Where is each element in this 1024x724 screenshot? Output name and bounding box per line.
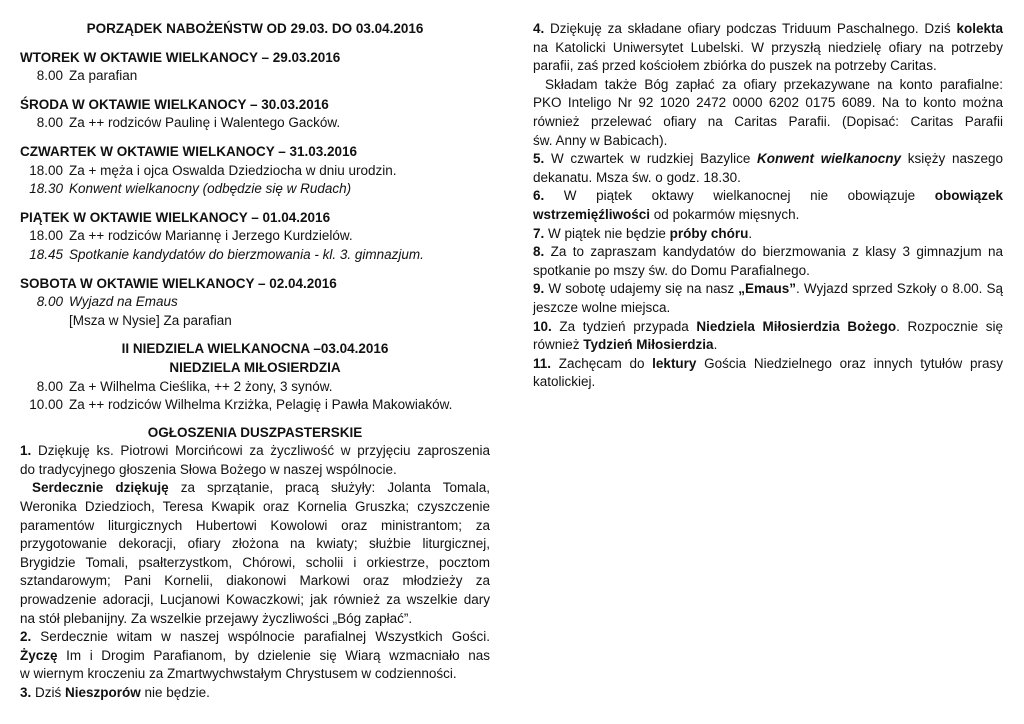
event-entry (20, 293, 490, 312)
announcement-11 (533, 355, 1003, 392)
text-line: paramentów liturgicznych Hubertowi Kowolowi oraz ministrantom; za (20, 517, 490, 533)
day-wednesday (20, 96, 490, 133)
event-text: Spotkanie kandydatów do bierzmowania - kl. 3. gimnazjum. (69, 246, 424, 262)
text-line: PKO Inteligo Nr 92 1020 2472 0000 6202 0175 6089. Na to konto można (533, 95, 1003, 111)
day-title: WTOREK W OKTAWIE WIELKANOCY – 29.03.2016 (20, 49, 341, 65)
day-friday (20, 209, 490, 265)
mass-intention: Za ++ rodziców Mariannę i Jerzego Kurdzielów. (69, 228, 353, 244)
text-span: za sprzątanie, pracą służyły: Jolanta Tomala, (168, 480, 490, 496)
text-line: sztandarowym; Pani Kornelii, diakonowi Markowi oraz młodzieży za (20, 573, 490, 589)
mass-intention: Za + Wilhelma Cieślika, ++ 2 żony, 3 synów. (69, 378, 333, 394)
right-column (533, 20, 1003, 392)
announcement-9 (533, 280, 1003, 317)
text-line: przygotowanie dekoracji, ofiary złożona na kwiaty; służbie liturgicznej, (20, 536, 490, 552)
mass-time: 8.00 (36, 68, 63, 84)
day-saturday (20, 275, 490, 331)
day-thursday (20, 143, 490, 199)
item-number: 6. (533, 188, 545, 204)
item-number: 1. (20, 443, 32, 459)
mass-time: 18.00 (29, 162, 63, 178)
announcement-6 (533, 187, 1003, 224)
text-line: na Katolicki Uniwersytet Lubelski. W przyszłą niedzielę ofiary na potrzeby (533, 39, 1003, 55)
text-line (533, 243, 1003, 262)
bold-text: kolekta (956, 21, 1003, 36)
announcements-title: OGŁOSZENIA DUSZPASTERSKIE (147, 424, 363, 440)
left-column (20, 20, 490, 703)
announcement-7 (533, 225, 1003, 244)
text-line: również przelewać ofiary na Caritas Parafii. (Dopisać: Caritas Parafii (533, 113, 1003, 129)
mass-time: 8.00 (36, 378, 63, 394)
day-sunday (20, 340, 490, 414)
bold-text: obowiązek (934, 188, 1003, 204)
text-line (533, 225, 1003, 244)
text-line (533, 336, 1003, 355)
text-line: dekanatu. Msza św. o godz. 18.30. (533, 169, 741, 185)
text-line (533, 355, 1003, 374)
text-span: . Wyjazd sprzed Szkoły o 8.00. Są (796, 281, 1003, 297)
text-span: Serdecznie witam w naszej wspólnocie parafialnej Wszystkich Gości. (31, 629, 490, 645)
mass-entry (20, 114, 490, 133)
event-time: 18.45 (29, 246, 63, 262)
text-span: Dziękuję ks. Piotrowi Morcińcowi za życzliwość w przyjęciu zaproszenia (31, 443, 490, 459)
bold-text: Tydzień Miłosierdzia (583, 337, 714, 353)
text-span: . (713, 337, 718, 353)
day-tuesday (20, 49, 490, 86)
sunday-title: II NIEDZIELA WIELKANOCNA –03.04.2016 (121, 341, 389, 357)
text-line (533, 206, 1003, 225)
text-line (20, 479, 490, 498)
mass-intention: Za ++ rodziców Paulinę i Walentego Gacków. (69, 115, 341, 131)
text-line (20, 628, 490, 647)
text-line: jeszcze wolne miejsca. (533, 299, 671, 315)
text-line: na stół plebanijny. Za wszelkie przejawy życzliwości „Bóg zapłać”. (20, 610, 413, 626)
text-span: Dziś (31, 685, 66, 700)
mass-entry (20, 162, 490, 181)
bold-text: Życzę (20, 647, 58, 663)
announcement-10 (533, 318, 1003, 355)
event-time: 18.30 (29, 181, 63, 197)
announcement-4 (533, 20, 1003, 150)
bold-text: Niedziela Miłosierdzia Bożego (696, 318, 897, 334)
text-line: prowadzenie adoracji, Lucjanowi Kowaczkowi; jak również za wszelkie dary (20, 592, 490, 608)
item-number: 4. (533, 21, 545, 36)
mass-intention: Za parafian (69, 68, 138, 84)
text-line (20, 684, 490, 703)
text-line: św. Anny w Babicach). (533, 132, 668, 148)
mass-intention: Za ++ rodziców Wilhelma Krziżka, Pelagię i Pawła Makowiaków. (69, 397, 453, 413)
mass-entry (20, 378, 490, 397)
mass-time: 10.00 (29, 397, 63, 413)
text-span: Gościa Niedzielnego oraz innych tytułów prasy (696, 355, 1004, 371)
day-title: ŚRODA W OKTAWIE WIELKANOCY – 30.03.2016 (20, 96, 329, 112)
text-line (533, 280, 1003, 299)
text-span: W sobotę udajemy się na nasz (544, 281, 739, 297)
text-line (20, 442, 490, 461)
text-line (533, 20, 1003, 39)
text-span: również (533, 337, 584, 353)
day-title: PIĄTEK W OKTAWIE WIELKANOCY – 01.04.2016 (20, 209, 331, 225)
mass-time: 8.00 (36, 115, 63, 131)
event-text: Wyjazd na Emaus (69, 294, 178, 310)
text-line: Składam także Bóg zapłać za ofiary przekazywane na konto parafialne: (545, 76, 1003, 92)
announcement-3 (20, 684, 490, 703)
bold-italic-text: Konwent wielkanocny (757, 151, 902, 167)
text-span: W czwartek w rudzkiej Bazylice (544, 151, 758, 167)
item-number: 5. (533, 151, 545, 167)
text-span: Za to zapraszam kandydatów do bierzmowania z klasy 3 gimnazjum na (544, 244, 1003, 260)
announcement-1 (20, 442, 490, 628)
event-entry (20, 180, 490, 199)
text-span: nie będzie. (140, 685, 210, 700)
text-line: parafii, zaś przed kościołem zbiórka do puszek na potrzeby Caritas. (533, 58, 937, 74)
mass-time (20, 312, 69, 331)
item-number: 7. (533, 225, 545, 241)
text-line: katolickiej. (533, 374, 596, 390)
text-span: Za tydzień przypada (551, 318, 697, 334)
text-line: Brygidzie Tomali, psałterzystkom, Chórowi, scholii i orkiestrze, pocztom (20, 554, 490, 570)
event-text: Konwent wielkanocny (odbędzie się w Rudach) (69, 181, 352, 197)
text-line: w wiernym kroczeniu za Zmartwychwstałym Chrystusem w codzienności. (20, 666, 457, 682)
text-line (20, 647, 490, 666)
item-number: 11. (533, 355, 552, 371)
mass-time: 18.00 (29, 228, 63, 244)
text-span: W piątek oktawy wielkanocnej nie obowiązuje (544, 188, 935, 204)
text-span: . (748, 225, 753, 241)
mass-intention: Za + męża i ojca Oswalda Dziedziocha w dniu urodzin. (69, 162, 397, 178)
mass-entry (20, 67, 490, 86)
text-span: . Rozpocznie się (896, 318, 1003, 334)
text-span: od pokarmów mięsnych. (650, 206, 800, 222)
text-line (533, 187, 1003, 206)
text-line: spotkanie po mszy św. do Domu Parafialnego. (533, 262, 810, 278)
mass-intention: [Msza w Nysie] Za parafian (69, 312, 232, 328)
bold-text: lektury (652, 355, 697, 371)
bold-text: „Emaus” (738, 281, 797, 297)
mass-entry (20, 227, 490, 246)
text-line: Weronika Dziedzioch, Teresa Kwapik oraz Kornelia Gruszka; czyszczenie (20, 499, 490, 515)
bold-text: Serdecznie dziękuję (32, 480, 169, 496)
event-entry (20, 246, 490, 265)
announcement-5 (533, 150, 1003, 187)
day-title: SOBOTA W OKTAWIE WIELKANOCY – 02.04.2016 (20, 275, 337, 291)
text-line (533, 150, 1003, 169)
mass-entry (20, 396, 490, 415)
bold-text: Nieszporów (65, 685, 141, 700)
text-line: do tradycyjnego głoszenia Słowa Bożego w naszej wspólnocie. (20, 461, 397, 477)
text-span: Dziękuję za składane ofiary podczas Triduum Paschalnego. Dziś (544, 21, 957, 36)
text-span: księży naszego (901, 151, 1003, 167)
mass-entry (20, 312, 490, 331)
bold-text: wstrzemięźliwości (533, 206, 651, 222)
event-time: 8.00 (36, 294, 63, 310)
announcement-8 (533, 243, 1003, 280)
item-number: 2. (20, 629, 32, 645)
text-span: Zachęcam do (551, 355, 653, 371)
item-number: 3. (20, 685, 32, 700)
announcement-2 (20, 628, 490, 684)
item-number: 8. (533, 244, 545, 260)
schedule-title: PORZĄDEK NABOŻEŃSTW OD 29.03. DO 03.04.2016 (86, 21, 424, 36)
bold-text: próby chóru (669, 225, 749, 241)
item-number: 10. (533, 318, 552, 334)
text-line (533, 318, 1003, 337)
text-span: Im i Drogim Parafianom, by dzielenie się Wiarą wzmacniało nas (57, 647, 490, 663)
item-number: 9. (533, 281, 545, 297)
sunday-subtitle: NIEDZIELA MIŁOSIERDZIA (169, 359, 341, 375)
day-title: CZWARTEK W OKTAWIE WIELKANOCY – 31.03.2016 (20, 143, 358, 159)
text-span: W piątek nie będzie (544, 225, 670, 241)
